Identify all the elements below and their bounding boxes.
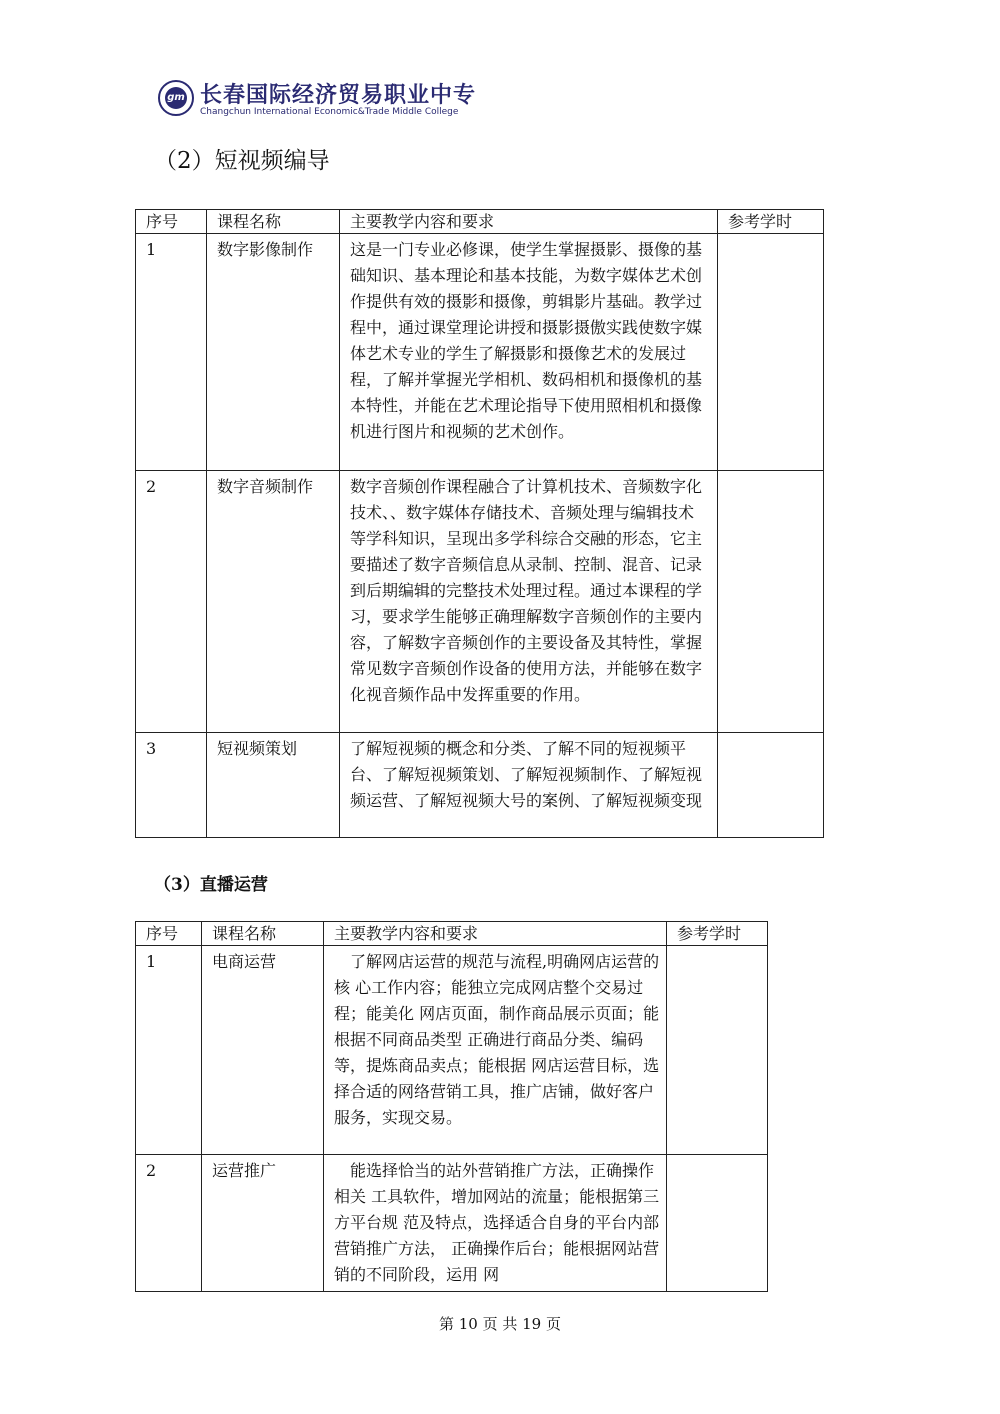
column-header-no: 序号 [136, 210, 207, 234]
cell-course-name: 短视频策划 [207, 733, 340, 838]
table-row [136, 471, 824, 733]
school-name: 长春国际经济贸易职业中专 [200, 82, 477, 108]
table-row [136, 234, 824, 471]
cell-content: 能选择恰当的站外营销推广方法，正确操作相关 工具软件，增加网站的流量；能根据第三方平台规 范及特点，选择适合自身的平台内部营销推广方法， 正确操作后台；能根据网站营销的不同阶段，运用 网 [324, 1155, 667, 1292]
section-title-live-streaming: （3）直播运营 [154, 875, 268, 895]
cell-course-name: 数字音频制作 [207, 471, 340, 733]
cell-content: 了解短视频的概念和分类、了解不同的短视频平台、了解短视频策划、了解短视频制作、了解短视频运营、了解短视频大号的案例、了解短视频变现 [340, 733, 718, 838]
column-header-hours: 参考学时 [667, 922, 768, 946]
column-header-hours: 参考学时 [718, 210, 824, 234]
column-header-name: 课程名称 [202, 922, 324, 946]
column-header-no: 序号 [136, 922, 202, 946]
course-table-short-video [135, 209, 824, 838]
cell-content: 数字音频创作课程融合了计算机技术、音频数字化技术、、数字媒体存储技术、音频处理与编辑技术等学科知识，呈现出多学科综合交融的形态，它主要描述了数字音频信息从录制、控制、混音、记录到后期编辑的完整技术处理过程。通过本课程的学习，要求学生能够正确理解数字音频创作的主要内容，了解数字音频创作的主要设备及其特性，掌握常见数字音频创作设备的使用方法，并能够在数字化视音频作品中发挥重要的作用。 [340, 471, 718, 733]
cell-content: 这是一门专业必修课，使学生掌握摄影、摄像的基础知识、基本理论和基本技能，为数字媒体艺术创作提供有效的摄影和摄像，剪辑影片基础。教学过程中，通过课堂理论讲授和摄影摄傲实践使数字媒体艺术专业的学生了解摄影和摄像艺术的发展过程，了解并掌握光学相机、数码相机和摄像机的基本特性，并能在艺术理论指导下使用照相机和摄像机进行图片和视频的艺术创作。 [340, 234, 718, 471]
cell-no: 2 [136, 471, 207, 733]
table-row [136, 946, 768, 1155]
cell-hours [718, 471, 824, 733]
cell-no: 3 [136, 733, 207, 838]
page-header [158, 76, 478, 126]
school-name-en: Changchun International Economic&Trade Middle College [200, 107, 459, 117]
cell-hours [718, 234, 824, 471]
cell-course-name: 数字影像制作 [207, 234, 340, 471]
cell-course-name: 运营推广 [202, 1155, 324, 1292]
logo-emblem: gm [165, 87, 187, 109]
table-row [136, 733, 824, 838]
cell-no: 1 [136, 234, 207, 471]
column-header-content: 主要教学内容和要求 [340, 210, 718, 234]
cell-hours [667, 1155, 768, 1292]
cell-content: 了解网店运营的规范与流程,明确网店运营的核 心工作内容；能独立完成网店整个交易过程；能美化 网店页面，制作商品展示页面；能根据不同商品类型 正确进行商品分类、编码等，提炼商品卖点；能根据 网店运营目标，选择合适的网络营销工具，推广店铺，做好客户服务，实现交易。 [324, 946, 667, 1155]
column-header-name: 课程名称 [207, 210, 340, 234]
school-logo [158, 80, 194, 116]
cell-no: 1 [136, 946, 202, 1155]
cell-no: 2 [136, 1155, 202, 1292]
table-header-row [136, 922, 768, 946]
table-header-row [136, 210, 824, 234]
cell-hours [667, 946, 768, 1155]
cell-course-name: 电商运营 [202, 946, 324, 1155]
page-number: 第 10 页 共 19 页 [438, 1315, 561, 1333]
column-header-content: 主要教学内容和要求 [324, 922, 667, 946]
table-row [136, 1155, 768, 1292]
course-table-live-streaming [135, 921, 768, 1292]
section-title-short-video: （2）短视频编导 [154, 148, 330, 174]
cell-hours [718, 733, 824, 838]
